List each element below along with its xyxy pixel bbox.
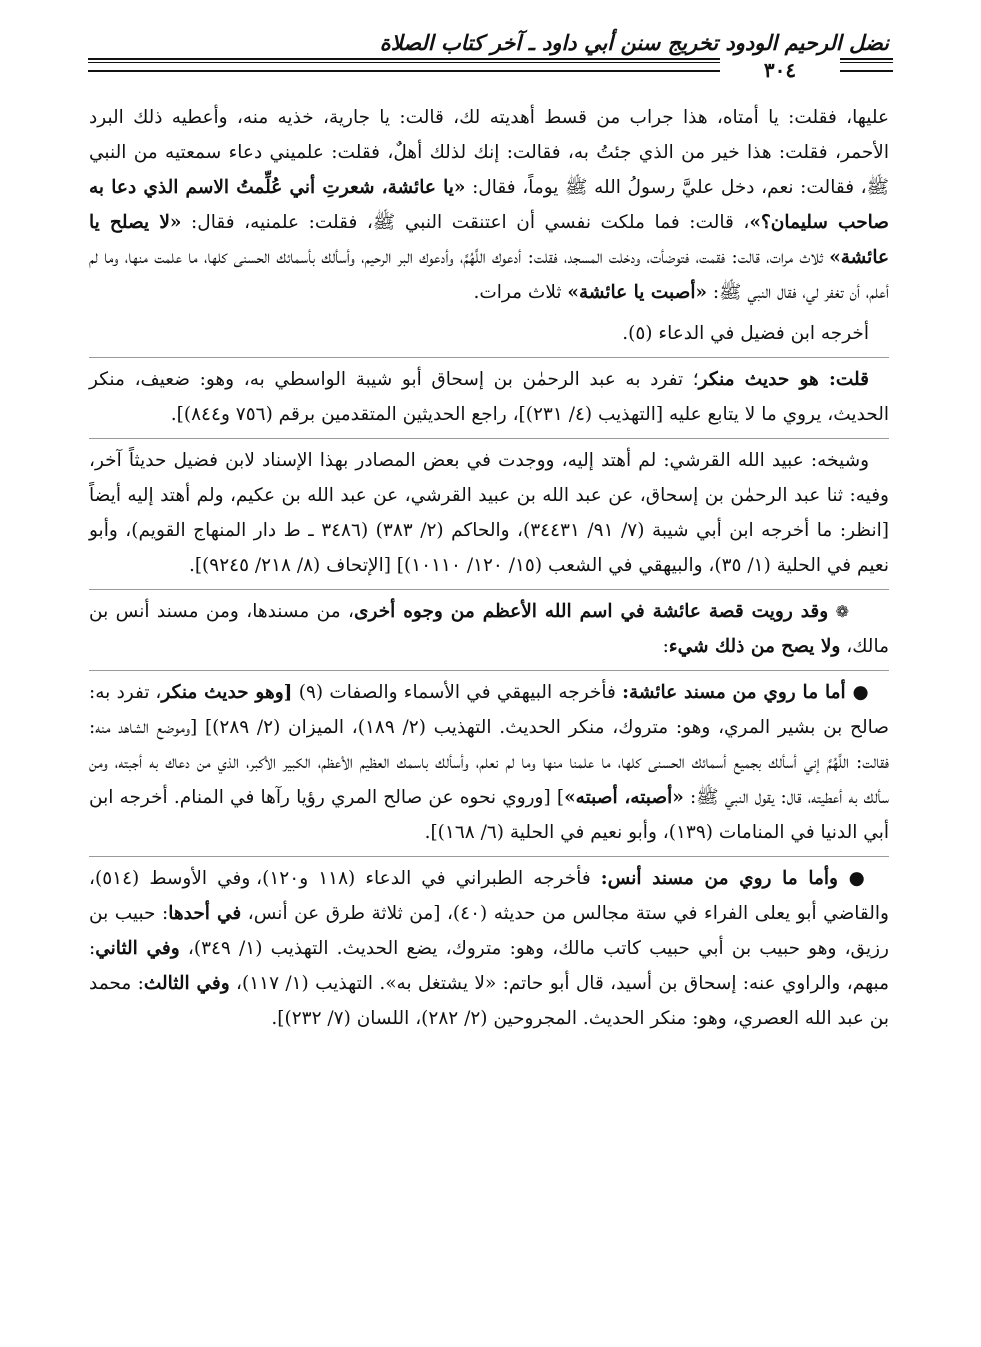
paragraph-aisha-musnad xyxy=(89,670,889,850)
text-run: ] [وروي نحوه عن صالح المري رؤيا رآها في المنام. أخرجه ابن أبي الدنيا في المنامات (١٣٩)، وأبو نعيم في الحلية (٦/ ١٦٨)]. xyxy=(89,787,889,843)
paragraph-hadith-text xyxy=(89,100,889,310)
verdict-bold: قلت: هو حديث منكر xyxy=(698,369,869,390)
text-run: ، من مسندها، ومن مسند أنس بن مالك، xyxy=(89,601,889,657)
paragraph-anas-musnad xyxy=(89,856,889,1036)
paragraph-takhrij: أخرجه ابن فضيل في الدعاء (٥). xyxy=(622,323,869,344)
text-run: : حبيب بن رزيق، وهو حبيب بن أبي حبيب كاتب مالك، وهو: متروك، يضع الحديث. التهذيب (١/ ٣٤٩)، xyxy=(89,903,889,959)
header-rule-right xyxy=(840,70,893,72)
section-bold: وفي الثالث xyxy=(143,973,230,994)
page-number: ٣٠٤ xyxy=(720,56,840,84)
section-bold: [وهو حديث منكر xyxy=(161,682,293,703)
section-bold: في أحدها xyxy=(168,903,242,924)
text-run: ؛ تفرد به عبد الرحمٰن بن إسحاق أبو شيبة الواسطي به، وهو: ضعيف، منكر الحديث، يروي ما لا يتابع عليه [التهذيب (٤/ ٢٣١)]، راجع الحديثين المتقدمين برقم (٧٥٦ و٨٤٤)]. xyxy=(89,369,889,425)
quote-bold: «لا يصلح يا عائشة» xyxy=(89,212,889,268)
text-run: ثلاث مرات. xyxy=(473,282,568,303)
quote-bold: «يا عائشة، شعرتِ أني عُلِّمتُ الاسم الذي دعا به صاحب سليمان؟» xyxy=(89,177,889,233)
paragraph-other-routes xyxy=(89,589,889,664)
heading-bold: وقد رويت قصة عائشة في اسم الله الأعظم من وجوه أخرى xyxy=(354,601,829,622)
paragraph-verdict xyxy=(89,357,889,432)
heading-bold: ولا يصح من ذلك شيء xyxy=(668,636,841,657)
page-header xyxy=(0,0,981,95)
text-run: : xyxy=(662,636,669,657)
text-run: : محمد بن عبد الله العصري، وهو: منكر الحديث. المجروحين (٢/ ٢٨٢)، اللسان (٧/ ٢٣٢)]. xyxy=(89,973,889,1029)
text-run: ، تفرد به: صالح بن بشير المري، وهو: متروك، منكر الحديث. التهذيب (٢/ ١٨٩)، الميزان (٢/ ٢٨٩)] [وموضع الشاهد منه: فقالت: اللَّهُمَّ إني أسألك بجميع أسمائك الحسنى كلها، ما علمنا منها وما لم نعلم، وأسألك باسمك العظيم الأعظم، الكبير الأكبر، الذي من دعاك به أجبته، ومن سألك به أعطيته، قال: يقول النبي ﷺ: xyxy=(89,682,889,808)
quote-bold: «أصبت يا عائشة» xyxy=(567,282,708,303)
text-run: فأخرجه الطبراني في الدعاء (١١٨ و١٢٠)، وفي الأوسط (٥١٤)، والقاضي أبو يعلى الفراء في ستة مجالس من حديثه (٤٠)، [من ثلاثة طرق عن أنس، xyxy=(89,868,889,924)
header-rule-left xyxy=(88,70,720,72)
paragraph-shaykh xyxy=(89,438,889,583)
text-run: وشيخه: عبيد الله القرشي: لم أهتد إليه، ووجدت في بعض المصادر بهذا الإسناد لابن فضيل حديثاً آخر، وفيه: ثنا عبد الرحمٰن بن إسحاق، عن عبد الله بن عبيد القرشي، عن عبد الله بن عكيم، ولم أهتد إليه أيضاً [انظر: ما أخرجه ابن أبي شيبة (٧/ ٩١/ ٣٤٤٣١)، والحاكم (٢/ ٣٨٣) (٣٤٨٦ ـ ط دار المنهاج القويم)، وأبو نعيم في الحلية (١/ ٣٥)، والبيهقي في الشعب (١٥/ ١٢٠/ ١٠١١٠)] [الإتحاف (٨/ ٢١٨/ ٩٢٤٥)]. xyxy=(89,450,889,576)
page-number-frame xyxy=(720,56,840,84)
text-run: : مبهم، والراوي عنه: إسحاق بن أسيد، قال أبو حاتم: «لا يشتغل به». التهذيب (١/ ١١٧)، xyxy=(89,938,889,994)
quote-bold: «أصبته، أصبته» xyxy=(564,787,684,808)
section-bold: وفي الثاني xyxy=(95,938,180,959)
text-run: ، قالت: فما ملكت نفسي أن اعتنقت النبي ﷺ، فقلت: علمنيه، فقال: xyxy=(181,212,750,233)
ornament-icon: ❁ xyxy=(835,602,849,621)
section-bold: ● أما ما روي من مسند عائشة: xyxy=(622,682,869,703)
text-run: عليها، فقلت: يا أمتاه، هذا جراب من قسط أهديته لك، قالت: يا جارية، خذيه منه، وأعطيه ذلك البرد الأحمر، فقلت: هذا خير من الذي جئتُ به، فقالت: إنك لذلك أهلٌ، فقلت: علميني دعاء سمعتيه من النبي ﷺ، فقالت: نعم، دخل عليَّ رسولُ الله ﷺ يوماً، فقال: xyxy=(89,107,889,198)
section-bold: ● وأما ما روي من مسند أنس: xyxy=(600,868,869,889)
page-body xyxy=(89,100,889,1320)
running-title: نضل الرحيم الودود تخريج سنن أبي داود ـ آخر كتاب الصلاة xyxy=(379,30,889,55)
text-run: فأخرجه البيهقي في الأسماء والصفات (٩) xyxy=(292,682,623,703)
text-run: ثلاث مرات، قالت: فقمت، فتوضأت، ودخلت المسجد، فقلت: أدعوك اللَّهُمَّ، وأدعوك البر الرحيم، وأسألك بأسمائك الحسنى كلها، ما علمت منها، وما لم أعلم، أن تغفر لي، فقال النبي ﷺ: xyxy=(89,247,889,303)
